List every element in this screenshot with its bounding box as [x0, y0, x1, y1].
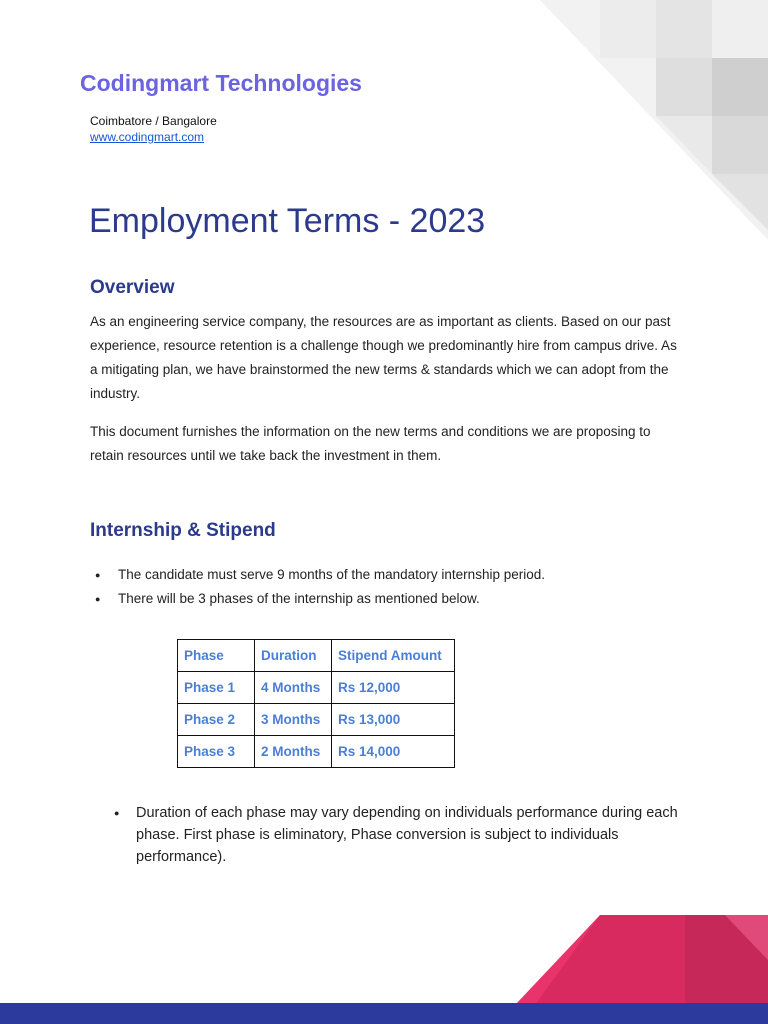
- table-row: [178, 736, 455, 768]
- table-cell: Rs 13,000: [332, 704, 455, 736]
- table-row: [178, 704, 455, 736]
- footer-bar: [0, 1003, 768, 1024]
- table-header-cell: Stipend Amount: [332, 640, 455, 672]
- phase-note-list: [112, 802, 682, 868]
- overview-paragraph-2: This document furnishes the information on the new terms and conditions we are proposing to retain resources until we take back the investment in them.: [90, 424, 651, 463]
- table-cell: 3 Months: [255, 704, 332, 736]
- table-header-row: [178, 640, 455, 672]
- internship-heading: Internship & Stipend: [90, 520, 276, 541]
- overview-heading: Overview: [90, 277, 175, 298]
- website-link[interactable]: www.codingmart.com: [90, 130, 205, 144]
- table-cell: Phase 1: [178, 672, 255, 704]
- company-address: [90, 113, 217, 145]
- internship-bullet-list: [90, 563, 545, 611]
- company-name: Codingmart Technologies: [80, 70, 362, 96]
- table-header-cell: Phase: [178, 640, 255, 672]
- list-item: ● Duration of each phase may vary depending on individuals performance during each phase. First phase is eliminatory, Phase conversion is subject to individuals performance).: [112, 802, 682, 868]
- table-cell: Phase 3: [178, 736, 255, 768]
- corner-decoration-bottom: [515, 915, 768, 1005]
- table-cell: Phase 2: [178, 704, 255, 736]
- table-row: [178, 672, 455, 704]
- overview-paragraph-1: As an engineering service company, the resources are as important as clients. Based on our past experience, resource retention is a challenge though we predominantly hire from campus drive. As a mitigating plan, we have brainstormed the new terms & standards which we can adopt from the industry.: [90, 314, 677, 401]
- document-title: Employment Terms - 2023: [89, 202, 486, 240]
- table-cell: Rs 14,000: [332, 736, 455, 768]
- table-header-cell: Duration: [255, 640, 332, 672]
- list-item: ● There will be 3 phases of the internship as mentioned below.: [90, 587, 545, 611]
- corner-decoration-top: [540, 0, 768, 240]
- list-item: ● The candidate must serve 9 months of the mandatory internship period.: [90, 563, 545, 587]
- table-cell: 4 Months: [255, 672, 332, 704]
- company-location: Coimbatore / Bangalore: [90, 114, 217, 128]
- table-cell: Rs 12,000: [332, 672, 455, 704]
- stipend-table: [177, 639, 455, 768]
- table-cell: 2 Months: [255, 736, 332, 768]
